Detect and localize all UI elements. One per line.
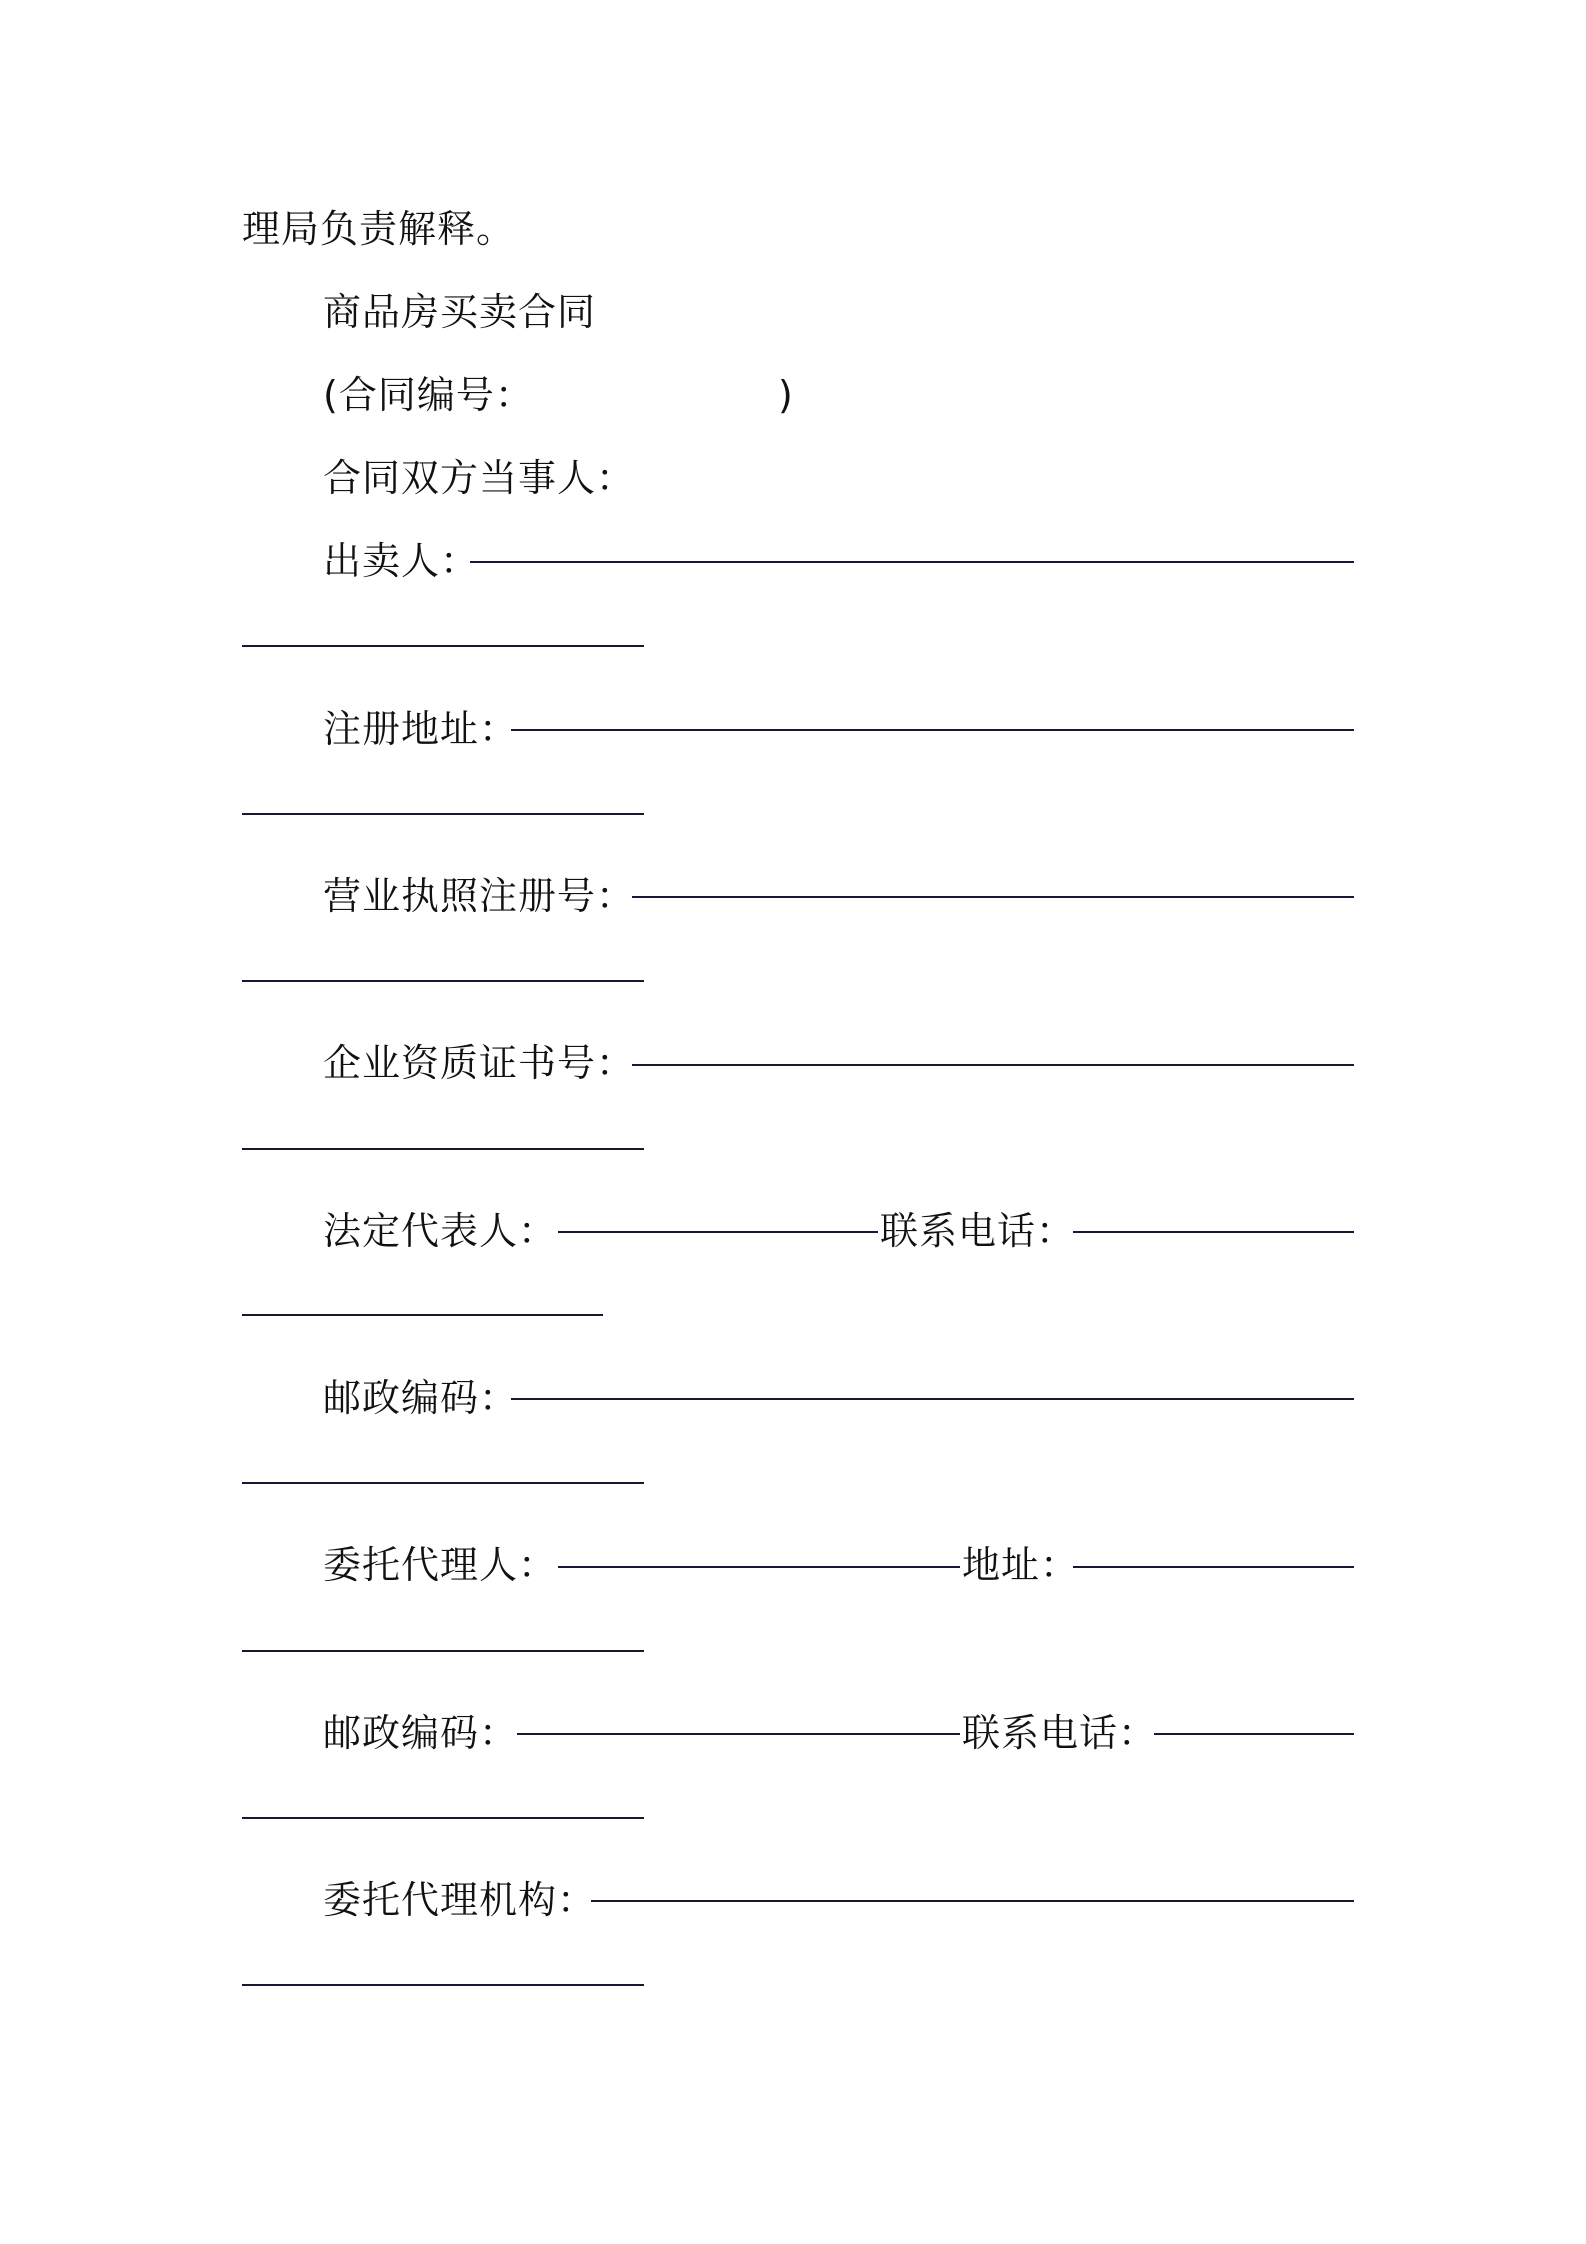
legal-rep-phone-input-line-cont[interactable] xyxy=(242,1314,603,1316)
registered-address-label: 注册地址： xyxy=(323,707,519,751)
legal-rep-phone-label: 联系电话： xyxy=(880,1209,1076,1253)
legal-representative-input-line[interactable] xyxy=(558,1231,878,1233)
agent-input-line[interactable] xyxy=(558,1566,960,1568)
legal-rep-phone-input-line[interactable] xyxy=(1073,1231,1354,1233)
agent-label: 委托代理人： xyxy=(323,1543,558,1587)
agent-postal-code-label: 邮政编码： xyxy=(323,1711,519,1755)
agent-address-input-line-cont[interactable] xyxy=(242,1650,644,1652)
agency-input-line[interactable] xyxy=(591,1900,1354,1902)
agent-address-input-line[interactable] xyxy=(1073,1566,1354,1568)
seller-input-line[interactable] xyxy=(470,561,1354,563)
business-license-input-line[interactable] xyxy=(632,896,1354,898)
parties-heading: 合同双方当事人： xyxy=(323,456,636,500)
agent-postal-code-input-line[interactable] xyxy=(517,1733,960,1735)
business-license-input-line-cont[interactable] xyxy=(242,980,644,982)
postal-code-label: 邮政编码： xyxy=(323,1376,519,1420)
seller-input-line-cont[interactable] xyxy=(242,645,644,647)
agent-phone-input-line[interactable] xyxy=(1154,1733,1354,1735)
agent-phone-input-line-cont[interactable] xyxy=(242,1817,644,1819)
qualification-cert-input-line[interactable] xyxy=(632,1064,1354,1066)
contract-number-label: (合同编号： xyxy=(323,373,534,417)
postal-code-input-line[interactable] xyxy=(511,1398,1354,1400)
registered-address-input-line-cont[interactable] xyxy=(242,813,644,815)
business-license-label: 营业执照注册号： xyxy=(323,874,636,918)
registered-address-input-line[interactable] xyxy=(511,729,1354,731)
qualification-cert-input-line-cont[interactable] xyxy=(242,1148,644,1150)
agent-address-label: 地址： xyxy=(962,1543,1080,1587)
postal-code-input-line-cont[interactable] xyxy=(242,1482,644,1484)
seller-label: 出卖人： xyxy=(323,539,480,583)
agency-input-line-cont[interactable] xyxy=(242,1984,644,1986)
intro-line: 理局负责解释。 xyxy=(242,207,516,251)
agency-label: 委托代理机构： xyxy=(323,1878,597,1922)
legal-representative-label: 法定代表人： xyxy=(323,1209,558,1253)
contract-number-close: ) xyxy=(778,373,794,417)
qualification-cert-label: 企业资质证书号： xyxy=(323,1041,636,1085)
agent-phone-label: 联系电话： xyxy=(962,1711,1158,1755)
contract-title: 商品房买卖合同 xyxy=(323,290,597,334)
